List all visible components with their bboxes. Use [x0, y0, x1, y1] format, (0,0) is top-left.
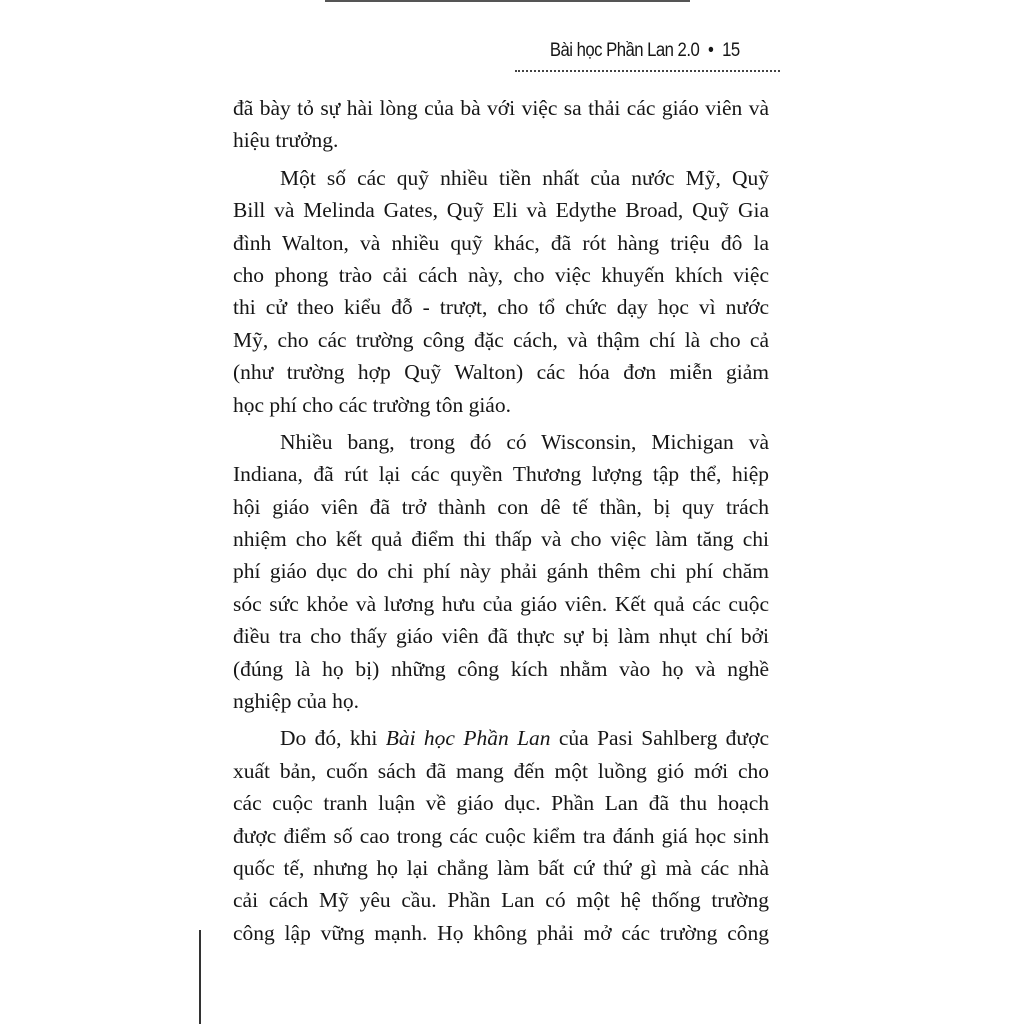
text-segment: đình Walton, và nhiều quỹ khác, đã rót hàng triệu đô la [233, 230, 769, 255]
page-top-edge [325, 0, 690, 2]
text-segment: thi cử theo kiểu đỗ - trượt, cho tổ chức dạy học vì nước [233, 295, 769, 320]
text-line [233, 162, 769, 194]
text-line [233, 755, 769, 787]
text-segment: Một số các quỹ nhiều tiền nhất của nước Mỹ, Quỹ [280, 165, 769, 190]
text-line [233, 291, 769, 323]
text-line [233, 491, 769, 523]
text-segment: Do đó, khi [280, 726, 386, 751]
text-segment: công lập vững mạnh. Họ không phải mở các trường công [233, 920, 769, 945]
text-line [233, 194, 769, 226]
text-segment: đã bày tỏ sự hài lòng của bà với việc sa thải các giáo viên và [233, 96, 769, 120]
text-segment: cải cách Mỹ yêu cầu. Phần Lan có một hệ thống trường [233, 888, 769, 913]
text-line [233, 588, 769, 620]
text-line [233, 92, 769, 124]
text-segment: quốc tế, nhưng họ lại chẳng làm bất cứ thứ gì mà các nhà [233, 855, 769, 880]
text-segment: Mỹ, cho các trường công đặc cách, và thậm chí là cho cả [233, 327, 769, 352]
text-line [233, 620, 769, 652]
page-number: 15 [722, 40, 740, 61]
text-segment: các cuộc tranh luận về giáo dục. Phần Lan đã thu hoạch [233, 791, 769, 816]
body-text [233, 92, 769, 949]
text-line [233, 653, 769, 685]
text-segment: xuất bản, cuốn sách đã mang đến một luồng gió mới cho [233, 758, 769, 783]
text-line [233, 820, 769, 852]
text-segment: Bill và Melinda Gates, Quỹ Eli và Edythe Broad, Quỹ Gia [233, 198, 769, 223]
text-line [233, 458, 769, 490]
header-bullet: • [708, 40, 714, 61]
paragraph [233, 162, 769, 421]
text-line [233, 722, 769, 754]
text-line [233, 555, 769, 587]
running-header-text [550, 40, 740, 62]
text-line [233, 523, 769, 555]
text-line [233, 389, 769, 421]
running-header [515, 38, 780, 72]
text-segment: được điểm số cao trong các cuộc kiểm tra đánh giá học sinh [233, 823, 769, 848]
text-line [233, 227, 769, 259]
text-line [233, 787, 769, 819]
text-segment: học phí cho các trường tôn giáo. [233, 392, 511, 417]
text-line [233, 259, 769, 291]
text-segment: của Pasi Sahlberg được [550, 726, 769, 751]
paragraph [233, 722, 769, 949]
text-line [233, 324, 769, 356]
text-segment: (đúng là họ bị) những công kích nhằm vào họ và nghề [233, 656, 769, 681]
text-line [233, 426, 769, 458]
text-line [233, 852, 769, 884]
text-segment: điều tra cho thấy giáo viên đã thực sự bị làm nhụt chí bởi [233, 624, 769, 649]
text-line [233, 124, 769, 156]
text-segment: sóc sức khỏe và lương hưu của giáo viên. Kết quả các cuộc [233, 591, 769, 616]
paragraph [233, 92, 769, 157]
book-title: Bài học Phần Lan 2.0 [550, 40, 700, 61]
text-line [233, 884, 769, 916]
text-segment: nghiệp của họ. [233, 689, 359, 714]
text-segment: nhiệm cho kết quả điểm thi thấp và cho việc làm tăng chi [233, 527, 769, 552]
text-line [233, 356, 769, 388]
text-segment: hội giáo viên đã trở thành con dê tế thần, bị quy trách [233, 494, 769, 519]
text-segment: cho phong trào cải cách này, cho việc khuyến khích việc [233, 262, 769, 287]
page-left-edge [199, 930, 201, 1024]
text-segment: hiệu trưởng. [233, 128, 339, 153]
text-line [233, 917, 769, 949]
text-line [233, 685, 769, 717]
text-segment: Nhiều bang, trong đó có Wisconsin, Michigan và [280, 429, 769, 454]
italic-book-title: Bài học Phần Lan [385, 726, 551, 751]
paragraph [233, 426, 769, 718]
text-segment: Indiana, đã rút lại các quyền Thương lượng tập thể, hiệp [233, 462, 769, 487]
text-segment: (như trường hợp Quỹ Walton) các hóa đơn miễn giảm [233, 360, 769, 385]
text-segment: phí giáo dục do chi phí này phải gánh thêm chi phí chăm [233, 559, 769, 584]
